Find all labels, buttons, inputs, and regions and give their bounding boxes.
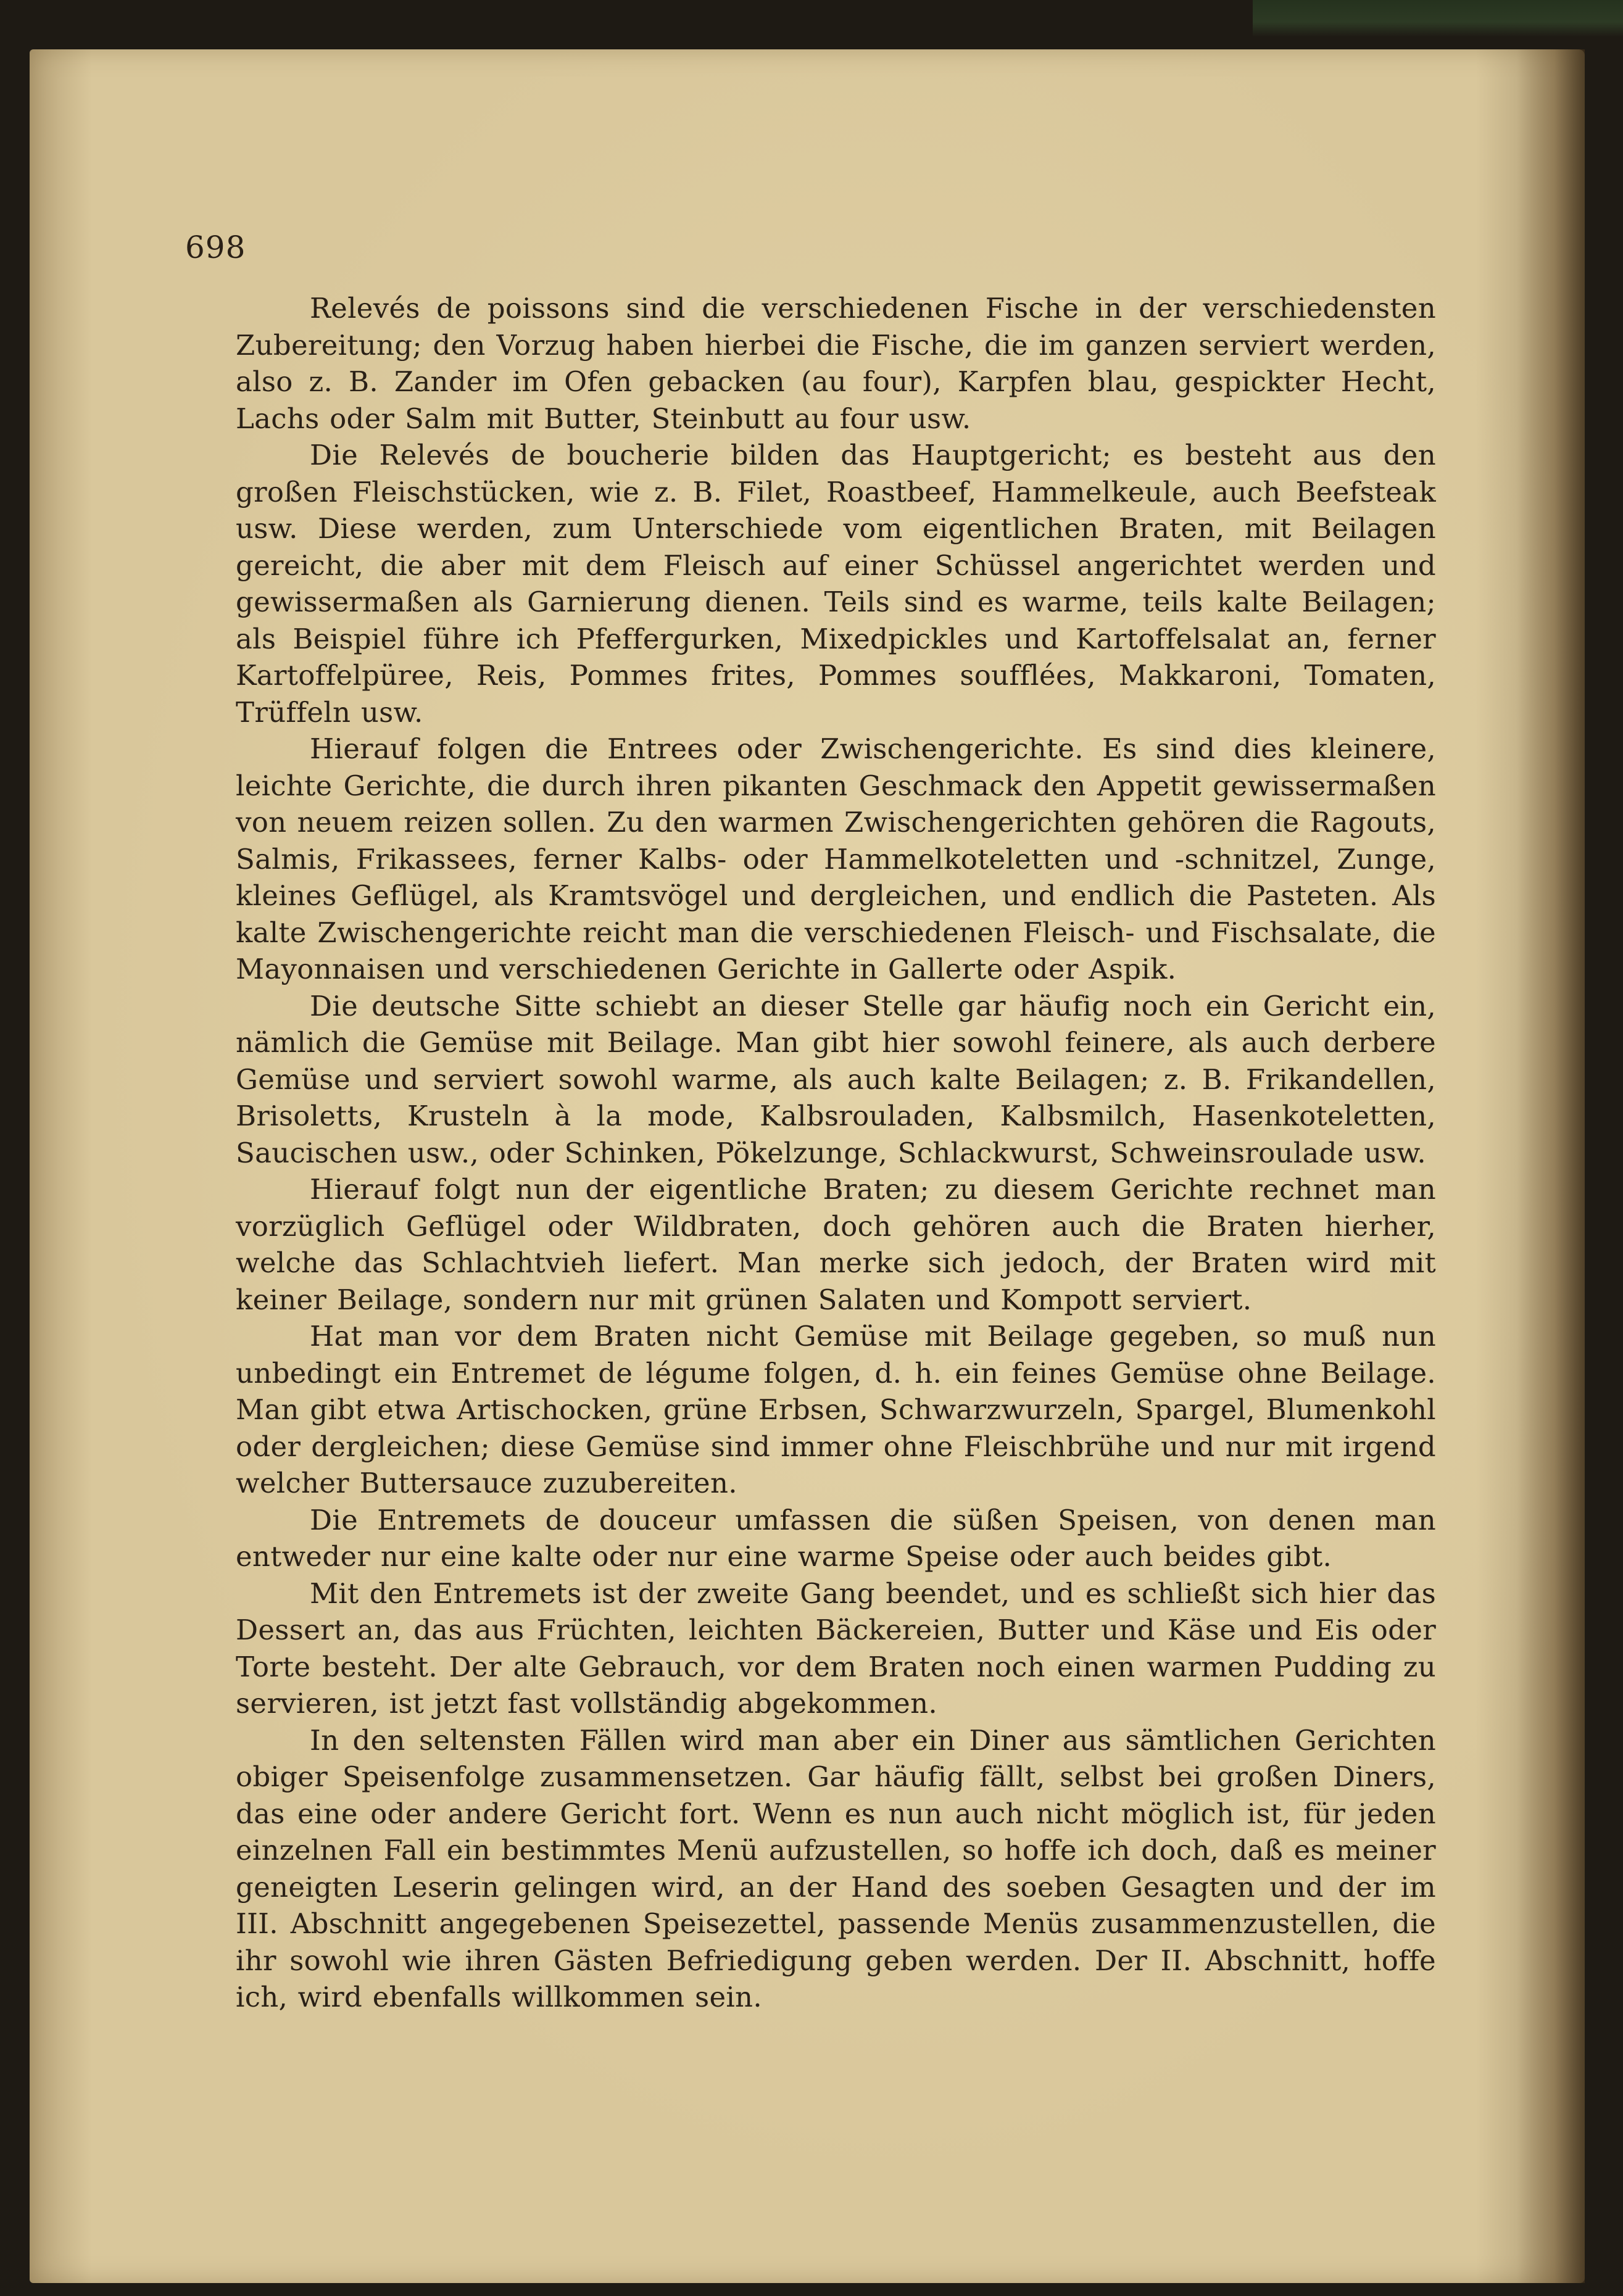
book-cover-edge xyxy=(1253,0,1623,37)
paragraph-releves-de-boucherie: Die Relevés de boucherie bilden das Hauptgericht; es besteht aus den großen Fleischstücken, wie z. B. Filet, Roastbeef, Hammelkeule, auch Beefsteak usw. Diese werden, zum Unterschiede vom eigentlichen Braten, mit Beilagen gereicht, die aber mit dem Fleisch auf einer Schüssel angerichtet werden und gewissermaßen als Garnierung dienen. Teils sind es warme, teils kalte Beilagen; als Beispiel führe ich Pfeffergurken, Mixedpickles und Kartoffelsalat an, ferner Kartoffelpüree, Reis, Pommes frites, Pommes soufflées, Makkaroni, Tomaten, Trüffeln usw. xyxy=(236,439,1436,729)
paragraph-entremet-de-legume: Hat man vor dem Braten nicht Gemüse mit Beilage gegeben, so muß nun unbedingt ein Entremet de légume folgen, d. h. ein feines Gemüse ohne Beilage. Man gibt etwa Artischocken, grüne Erbsen, Schwarzwurzeln, Spargel, Blumenkohl oder dergleichen; diese Gemüse sind immer ohne Fleischbrühe und nur mit irgend welcher Buttersauce zuzubereiten. xyxy=(236,1320,1436,1499)
paragraph-braten: Hierauf folgt nun der eigentliche Braten; zu diesem Gerichte rechnet man vorzüglich Geflügel oder Wildbraten, doch gehören auch die Braten hierher, welche das Schlachtvieh liefert. Man merke sich jedoch, der Braten wird mit keiner Beilage, sondern nur mit grünen Salaten und Kompott serviert. xyxy=(236,1173,1436,1316)
body-text xyxy=(236,290,1436,2016)
paragraph-dessert: Mit den Entremets ist der zweite Gang beendet, und es schließt sich hier das Dessert an, das aus Früchten, leichten Bäckereien, Butter und Käse und Eis oder Torte besteht. Der alte Gebrauch, vor dem Braten noch einen warmen Pudding zu servieren, ist jetzt fast vollständig abgekommen. xyxy=(236,1577,1436,1720)
paragraph-entremets-de-douceur: Die Entremets de douceur umfassen die süßen Speisen, von denen man entweder nur eine kalte oder nur eine warme Speise oder auch beides gibt. xyxy=(236,1503,1436,1573)
page-gutter-shadow xyxy=(1517,49,1585,2283)
page-number: 698 xyxy=(185,230,246,265)
paragraph-entrees: Hierauf folgen die Entrees oder Zwischengerichte. Es sind dies kleinere, leichte Gerichte, die durch ihren pikanten Geschmack den Appetit gewissermaßen von neuem reizen sollen. Zu den warmen Zwischengerichten gehören die Ragouts, Salmis, Frikassees, ferner Kalbs- oder Hammelkoteletten und -schnitzel, Zunge, kleines Geflügel, als Kramtsvögel und dergleichen, und endlich die Pasteten. Als kalte Zwischengerichte reicht man die verschiedenen Fleisch- und Fischsalate, die Mayonnaisen und verschiedenen Gerichte in Gallerte oder Aspik. xyxy=(236,732,1436,985)
paragraph-diner-zusammenstellung: In den seltensten Fällen wird man aber ein Diner aus sämtlichen Gerichten obiger Speisenfolge zusammensetzen. Gar häufig fällt, selbst bei großen Diners, das eine oder andere Gericht fort. Wenn es nun auch nicht möglich ist, für jeden einzelnen Fall ein bestimmtes Menü aufzustellen, so hoffe ich doch, daß es meiner geneigten Leserin gelingen wird, an der Hand des soeben Gesagten und der im III. Abschnitt angegebenen Speisezettel, passende Menüs zusammenzustellen, die ihr sowohl wie ihren Gästen Befriedigung geben werden. Der II. Abschnitt, hoffe ich, wird ebenfalls willkommen sein. xyxy=(236,1723,1436,2013)
paragraph-gemuese-mit-beilage: Die deutsche Sitte schiebt an dieser Stelle gar häufig noch ein Gericht ein, nämlich die Gemüse mit Beilage. Man gibt hier sowohl feinere, als auch derbere Gemüse und serviert sowohl warme, als auch kalte Beilagen; z. B. Frikandellen, Brisoletts, Krusteln à la mode, Kalbsrouladen, Kalbsmilch, Hasenkoteletten, Saucischen usw., oder Schinken, Pökelzunge, Schlackwurst, Schweinsroulade usw. xyxy=(236,989,1436,1169)
paragraph-releves-de-poissons: Relevés de poissons sind die verschiedenen Fische in der verschiedensten Zubereitung; den Vorzug haben hierbei die Fische, die im ganzen serviert werden, also z. B. Zander im Ofen gebacken (au four), Karpfen blau, gespickter Hecht, Lachs oder Salm mit Butter, Steinbutt au four usw. xyxy=(236,292,1436,435)
